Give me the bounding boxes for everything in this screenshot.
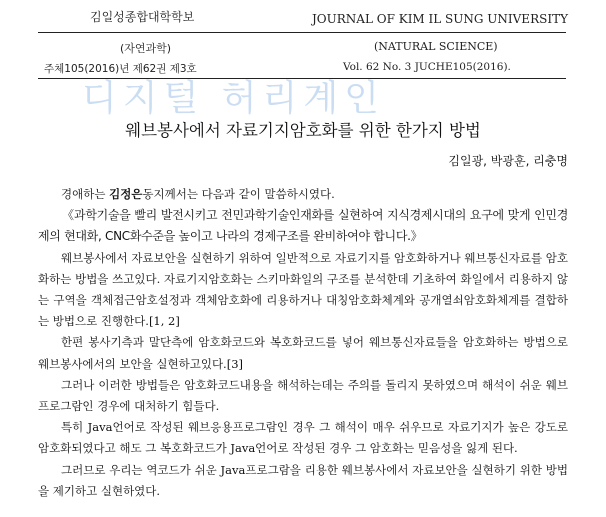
header-top-rule [38, 32, 566, 33]
body-paragraph-4: 특히 Java언어로 작성된 웨브응용프로그람인 경우 그 해석이 매우 쉬우므로 자료기지가 높은 강도로 암호화되였다고 해도 그 복호화코드가 Java언어로 작성된 경우 그 암호화는 믿음성을 잃게 된다. [38, 420, 568, 456]
leader-name: 김정은 [109, 187, 143, 201]
paper-body [38, 184, 568, 502]
body-paragraph-1: 웨브봉사에서 자료보안을 실현하기 위하여 일반적으로 자료기지를 암호화하거나 웨브통신자료를 암호화하는 방법을 쓰고있다. 자료기지암호화는 스키마화일의 구조를 분석한데 기초하여 화일에서 리용하지 않는 구역을 객체접근암호설정과 객체암호화에 리용하거나 대칭암호화체계와 공개열쇠암호화체계를 결합하는 방법으로 진행한다.[1, 2] [38, 250, 568, 329]
body-paragraph-2: 한편 봉사기측과 말단측에 암호화코드와 복호화코드를 넣어 웨브통신자료들을 암호화하는 방법으로 웨브봉사에서의 보안을 실현하고있다.[3] [38, 335, 568, 371]
body-paragraph-5: 그러므로 우리는 역코드가 쉬운 Java프로그람을 리용한 웨브봉사에서 자료보안을 실현하기 위한 방법을 제기하고 실현하였다. [38, 462, 568, 498]
quotation-paragraph: 《과학기술을 빨리 발전시키고 전민과학기술인재화를 실현하여 지식경제시대의 요구에 맞게 인민경제의 현대화, CNC화수준을 높이고 나라의 경제구조를 완비하여야 합니다.》 [38, 208, 568, 244]
journal-title-korean: 김일성종합대학학보 [90, 10, 195, 24]
intro-paragraph [38, 184, 568, 205]
journal-issue-korean: 주체105(2016)년 제62권 제3호 [44, 63, 197, 75]
body-paragraph-3: 그러나 이러한 방법들은 암호화코드내용을 해석하는데는 주의를 돌리지 못하였으며 해석이 쉬운 웨브프로그람인 경우에 대처하기 힘들다. [38, 377, 568, 414]
journal-issue-english: Vol. 62 No. 3 JUCHE105(2016). [343, 61, 511, 73]
paper-title: 웨브봉사에서 자료기지암호화를 위한 한가지 방법 [125, 121, 481, 140]
intro-text-end: 동지께서는 다음과 같이 말씀하시였다. [142, 187, 335, 201]
journal-title-english: JOURNAL OF KIM IL SUNG UNIVERSITY [312, 12, 568, 26]
journal-section-english: (NATURAL SCIENCE) [374, 40, 498, 53]
intro-text-start: 경애하는 [61, 187, 110, 201]
watermark-text: 디지털 허리계인 [82, 78, 385, 119]
paper-authors: 김일광, 박광훈, 리충명 [448, 154, 568, 168]
journal-section-korean: (자연과학) [120, 42, 172, 55]
